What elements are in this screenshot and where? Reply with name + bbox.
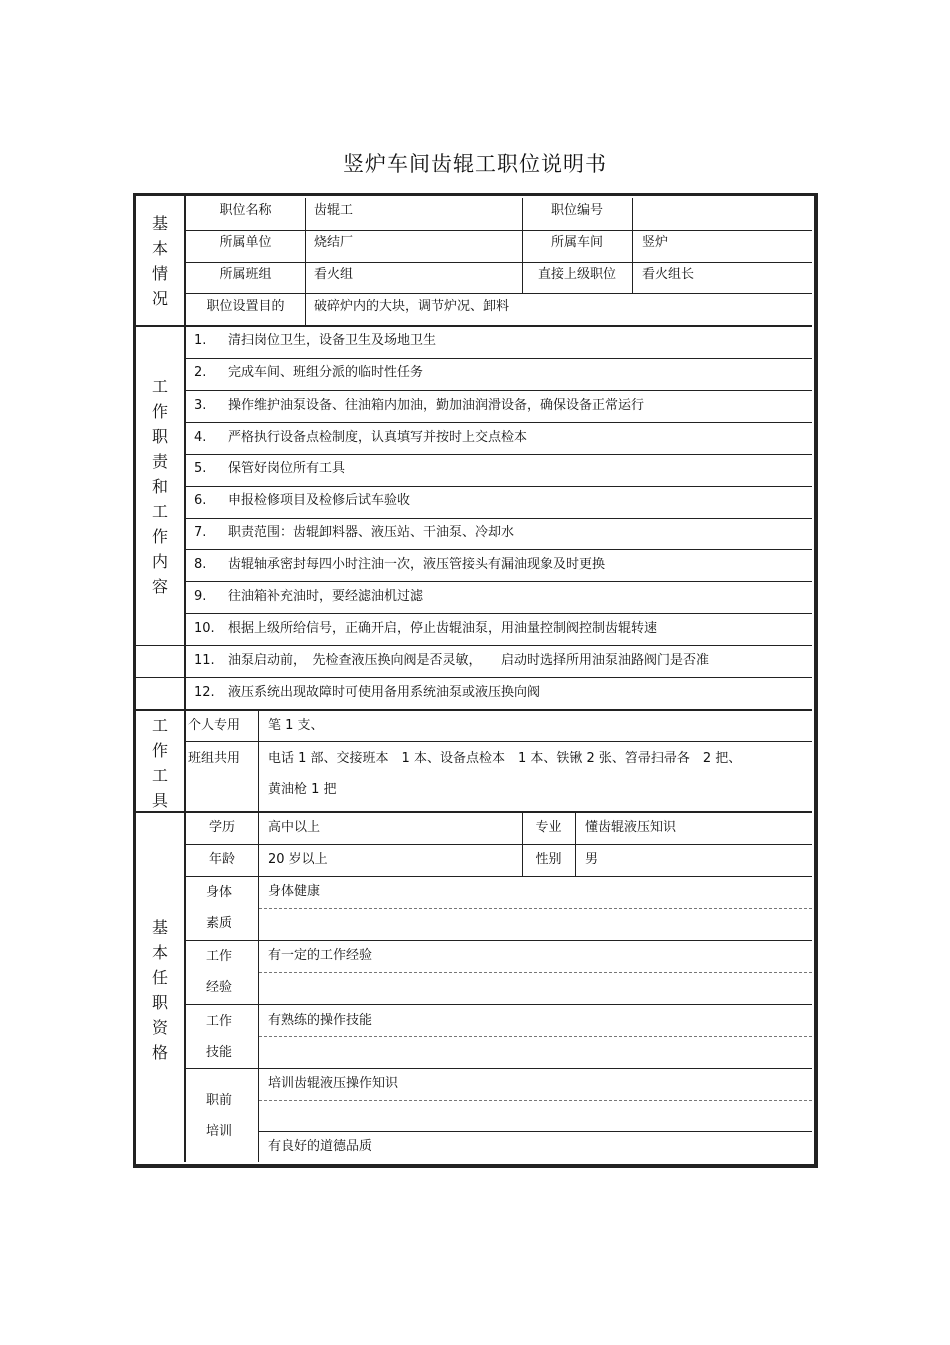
duty-item [194, 430, 527, 446]
shared-tools-label: 班组共用 [188, 751, 241, 766]
education-value: 高中以上 [268, 820, 321, 835]
duty-text: 齿辊轴承密封每四小时注油一次，液压管接头有漏油现象及时更换 [228, 557, 606, 572]
section-divider [136, 811, 812, 813]
job-name-label: 职位名称 [219, 203, 272, 218]
skills-value: 有熟练的操作技能 [268, 1013, 373, 1028]
row-divider [186, 741, 812, 742]
duty-text: 油泵启动前， 先检查液压换向阀是否灵敏， 启动时选择所用油泵油路阀门是否准 [228, 653, 710, 668]
duty-text: 严格执行设备点检制度，认真填写并按时上交点检本 [228, 430, 528, 445]
duty-text: 完成车间、班组分派的临时性任务 [228, 365, 424, 380]
duty-item [194, 685, 540, 701]
team-label: 所属班组 [219, 267, 272, 282]
duty-text: 保管好岗位所有工具 [228, 461, 346, 476]
row-divider [186, 876, 812, 877]
ethics-value: 有良好的道德品质 [268, 1139, 373, 1154]
row-divider [136, 645, 812, 646]
purpose-label: 职位设置目的 [206, 299, 285, 314]
job-name-value: 齿辊工 [314, 203, 354, 218]
experience-label-line2: 经验 [205, 980, 232, 995]
page-title: 竖炉车间齿辊工职位说明书 [343, 152, 607, 176]
duty-number: 2. [194, 365, 207, 380]
col-divider [305, 198, 306, 325]
row-divider [186, 549, 812, 550]
row-divider [186, 1068, 812, 1069]
personal-tools-label: 个人专用 [188, 718, 241, 733]
duty-text: 申报检修项目及检修后试车验收 [228, 493, 411, 508]
row-divider [259, 1131, 812, 1132]
duty-number: 7. [194, 525, 207, 540]
dashed-divider [259, 1036, 812, 1037]
training-label-line2: 培训 [205, 1124, 232, 1139]
col-divider [632, 198, 633, 293]
duty-text: 职责范围：齿辊卸料器、液压站、干油泵、冷却水 [228, 525, 515, 540]
duty-text: 清扫岗位卫生，设备卫生及场地卫生 [228, 333, 437, 348]
section-label-tools: 工作工具 [151, 716, 168, 810]
section-label-qualifications: 基本任职资格 [151, 918, 168, 1062]
training-label-line1: 职前 [205, 1093, 232, 1108]
duty-item [194, 557, 605, 573]
row-divider [186, 422, 812, 423]
row-divider [186, 581, 812, 582]
row-divider [186, 1004, 812, 1005]
workshop-label: 所属车间 [550, 235, 603, 250]
section-divider [136, 709, 812, 711]
col-divider [258, 813, 259, 1162]
row-divider [186, 454, 812, 455]
dashed-divider [259, 972, 812, 973]
purpose-value: 破碎炉内的大块，调节炉况、卸料 [314, 299, 510, 314]
duty-item [194, 525, 514, 541]
duty-number: 4. [194, 430, 207, 445]
duty-item [194, 621, 657, 637]
job-code-label: 职位编号 [550, 203, 603, 218]
row-divider [186, 940, 812, 941]
duty-item [194, 461, 345, 477]
physical-label-line2: 素质 [205, 916, 232, 931]
gender-value: 男 [585, 852, 599, 867]
row-divider [186, 230, 812, 231]
superior-label: 直接上级职位 [537, 267, 616, 282]
duty-number: 3. [194, 398, 207, 413]
unit-label: 所属单位 [219, 235, 272, 250]
skills-label-line1: 工作 [205, 1014, 232, 1029]
duty-item [194, 398, 644, 414]
physical-value: 身体健康 [268, 884, 321, 899]
team-value: 看火组 [314, 267, 354, 282]
gender-label: 性别 [535, 852, 562, 867]
section-label-duties: 工作职责和工作内容 [151, 377, 168, 596]
unit-value: 烧结厂 [314, 235, 354, 250]
education-label: 学历 [208, 820, 235, 835]
major-label: 专业 [535, 820, 562, 835]
duty-item [194, 493, 410, 509]
duty-item [194, 365, 423, 381]
row-divider [186, 390, 812, 391]
duty-item [194, 333, 436, 349]
skills-label-line2: 技能 [205, 1045, 232, 1060]
duty-number: 1. [194, 333, 207, 348]
row-divider [186, 358, 812, 359]
duty-text: 往油箱补充油时，要经滤油机过滤 [228, 589, 424, 604]
duty-number: 12. [194, 685, 215, 700]
section-label-basic: 基本情况 [151, 214, 168, 308]
duty-item [194, 589, 423, 605]
duty-number: 9. [194, 589, 207, 604]
col-divider [258, 711, 259, 811]
shared-tools-line2: 黄油枪 1 把 [268, 782, 337, 797]
age-value: 20 岁以上 [268, 852, 328, 867]
superior-value: 看火组长 [642, 267, 695, 282]
row-divider [186, 518, 812, 519]
duty-text: 操作维护油泵设备、往油箱内加油，勤加油润滑设备，确保设备正常运行 [228, 398, 645, 413]
row-divider [186, 613, 812, 614]
row-divider [186, 486, 812, 487]
training-value: 培训齿辊液压操作知识 [268, 1076, 399, 1091]
experience-value: 有一定的工作经验 [268, 948, 373, 963]
section-divider [136, 325, 812, 327]
duty-item [194, 653, 709, 669]
physical-label-line1: 身体 [205, 885, 232, 900]
experience-label-line1: 工作 [205, 949, 232, 964]
shared-tools-line1: 电话 1 部、交接班本 1 本、设备点检本 1 本、铁锹 2 张、笤帚扫帚各 2 把、 [268, 751, 742, 766]
duty-text: 根据上级所给信号，正确开启，停止齿辊油泵，用油量控制阀控制齿辊转速 [228, 621, 658, 636]
personal-tools-value: 笔 1 支、 [268, 718, 324, 733]
row-divider [136, 677, 812, 678]
row-divider [186, 293, 812, 294]
row-divider [186, 262, 812, 263]
major-value: 懂齿辊液压知识 [585, 820, 677, 835]
row-divider [186, 844, 812, 845]
duty-number: 6. [194, 493, 207, 508]
workshop-value: 竖炉 [642, 235, 669, 250]
dashed-divider [259, 1100, 812, 1101]
duty-number: 10. [194, 621, 215, 636]
duty-number: 8. [194, 557, 207, 572]
duty-number: 5. [194, 461, 207, 476]
dashed-divider [259, 908, 812, 909]
duty-text: 液压系统出现故障时可使用备用系统油泵或液压换向阀 [228, 685, 541, 700]
age-label: 年龄 [208, 852, 235, 867]
duty-number: 11. [194, 653, 215, 668]
